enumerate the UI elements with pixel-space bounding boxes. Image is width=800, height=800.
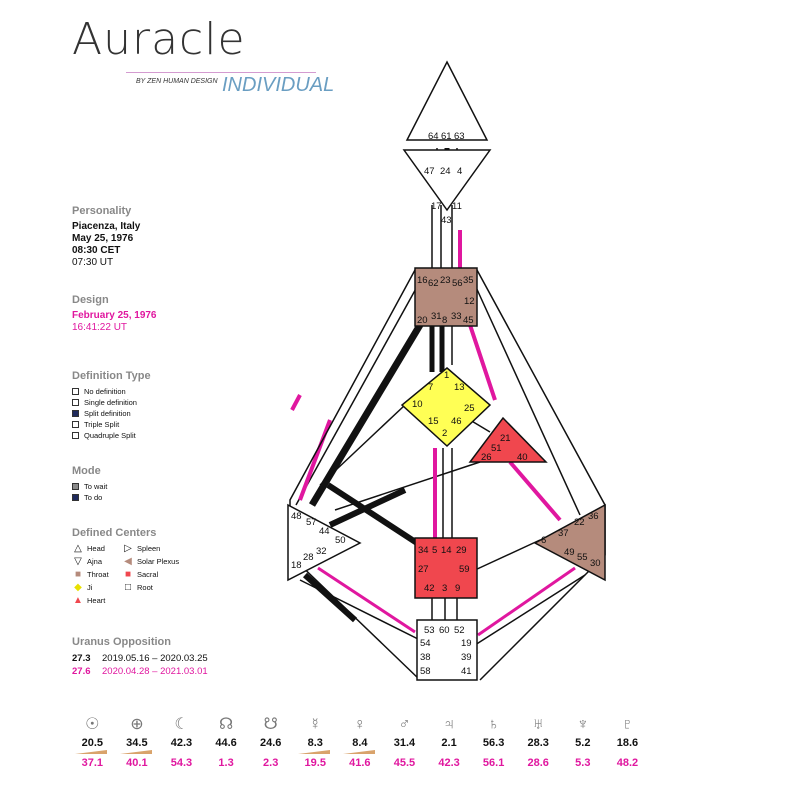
gate-label: 25	[464, 403, 475, 414]
personality-value: 5.2	[575, 737, 591, 749]
design-time-ut: 16:41:22 UT	[72, 322, 128, 333]
center-legend-ji: ◆ Ji	[72, 582, 122, 594]
personality-value: 31.4	[393, 737, 416, 749]
center-legend-heart: ▲ Heart	[73, 595, 106, 606]
gate-label: 52	[454, 625, 465, 636]
gate-label: 48	[291, 511, 302, 522]
design-date: February 25, 1976	[72, 310, 157, 321]
gate-label: 32	[316, 546, 327, 557]
mercury-icon: ☿	[309, 716, 322, 733]
uranus-heading: Uranus Opposition	[72, 636, 171, 648]
birth-place: Piacenza, Italy	[72, 221, 141, 232]
gate-label: 63	[454, 131, 465, 142]
gate-label: 36	[588, 511, 599, 522]
gate-label: 20	[417, 315, 428, 326]
design-value: 45.5	[393, 757, 416, 769]
definition-type-heading: Definition Type	[72, 370, 151, 382]
mode-item: To wait	[72, 481, 107, 492]
gate-label: 29	[456, 545, 467, 556]
design-value: 37.1	[70, 753, 115, 773]
gate-label: 51	[491, 443, 502, 454]
gate-label: 50	[335, 535, 346, 546]
gate-label: 59	[459, 564, 470, 575]
gate-label: 2	[442, 428, 448, 439]
gate-label: 5	[432, 545, 438, 556]
gate-label: 31	[431, 311, 442, 322]
earth-icon: ⊕	[130, 716, 144, 733]
gate-label: 64	[428, 131, 439, 142]
marker-triangle-icon	[298, 750, 330, 754]
mode-heading: Mode	[72, 465, 101, 477]
gate-label: 10	[412, 399, 423, 410]
venus-icon: ♀	[353, 716, 366, 733]
gate-label: 28	[303, 552, 314, 563]
jupiter-icon: ♃	[443, 716, 456, 733]
gate-label: 37	[558, 528, 569, 539]
personality-value: 42.3	[170, 737, 193, 749]
gate-label: 16	[417, 275, 428, 286]
personality-value: 18.6	[616, 737, 639, 749]
gate-label: 9	[455, 583, 461, 594]
center-legend-ajna: ▽ Ajna	[72, 556, 122, 568]
gate-label: 55	[577, 552, 588, 563]
personality-value: 44.6	[215, 737, 237, 749]
gate-label: 58	[420, 666, 431, 677]
design-value: 41.6	[338, 753, 383, 773]
gate-label: 15	[428, 416, 439, 427]
gate-label: 18	[291, 560, 302, 571]
gate-label: 38	[420, 652, 431, 663]
triangle-up-outline-icon: △	[74, 543, 82, 554]
gate-label: 13	[454, 382, 465, 393]
gate-label: 21	[500, 433, 511, 444]
square-outline-icon: □	[124, 582, 132, 593]
gate-label: 45	[463, 315, 474, 326]
gate-label: 27	[418, 564, 429, 575]
personality-value: 20.5	[81, 737, 103, 749]
birth-time-local: 08:30 CET	[72, 245, 121, 256]
personality-value: 28.3	[527, 737, 549, 749]
personality-value: 8.3	[307, 737, 323, 749]
gate-label: 4	[457, 166, 463, 177]
gate-label: 6	[541, 535, 547, 546]
definition-item: Quadruple Split	[72, 430, 151, 441]
gate-label: 24	[440, 166, 451, 177]
logo-byline: BY ZEN HUMAN DESIGN	[136, 78, 218, 85]
uranus-row: 27.6 2020.04.28 – 2021.03.01	[72, 666, 208, 677]
gate-label: 17	[431, 201, 442, 212]
center-legend-root: □ Root	[122, 582, 192, 594]
marker-triangle-icon	[120, 750, 152, 754]
gate-label: 62	[428, 278, 439, 289]
personality-value: 2.1	[441, 737, 457, 749]
uranus-icon: ♅	[532, 716, 545, 733]
mode-item: To do	[72, 492, 107, 503]
gate-label: 34	[418, 545, 429, 556]
center-legend-spleen: ▷ Spleen	[122, 543, 192, 555]
gate-label: 43	[441, 215, 452, 226]
mars-icon: ♂	[398, 716, 411, 733]
personality-heading: Personality	[72, 205, 132, 217]
sun-icon: ☉	[85, 716, 100, 733]
gate-label: 23	[440, 275, 451, 286]
center-legend-throat: ■ Throat	[72, 569, 122, 581]
gate-label: 53	[424, 625, 435, 636]
marker-triangle-icon	[75, 750, 107, 754]
ajna-center	[404, 150, 490, 210]
center-legend-head: △ Head	[72, 543, 122, 555]
design-value: 1.3	[218, 757, 234, 769]
uranus-row: 27.3 2019.05.16 – 2020.03.25	[72, 653, 208, 664]
personality-value: 8.4	[352, 737, 368, 749]
design-value: 56.1	[482, 757, 505, 769]
gate-label: 60	[439, 625, 450, 636]
definition-item: Single definition	[72, 397, 151, 408]
gate-label: 57	[306, 517, 317, 528]
gate-label: 61	[441, 131, 452, 142]
head-center	[407, 62, 487, 140]
gate-label: 3	[442, 583, 448, 594]
definition-item: Triple Split	[72, 419, 151, 430]
defined-centers-heading: Defined Centers	[72, 527, 157, 539]
moon-icon: ☾	[174, 716, 189, 733]
center-legend-solar-plexus: ◀ Solar Plexus	[122, 556, 192, 568]
square-red-icon: ■	[124, 569, 132, 580]
gate-label: 14	[441, 545, 452, 556]
gate-label: 49	[564, 547, 575, 558]
gate-label: 22	[574, 517, 585, 528]
design-heading: Design	[72, 294, 109, 306]
gate-label: 7	[428, 382, 434, 393]
square-brown-icon: ■	[74, 569, 82, 580]
personality-value: 56.3	[482, 737, 505, 749]
definition-item: Split definition	[72, 408, 151, 419]
design-values-row	[70, 753, 650, 773]
gate-label: 12	[464, 296, 475, 307]
gate-label: 19	[461, 638, 472, 649]
gate-label: 35	[463, 275, 474, 286]
triangle-left-brown-icon: ◀	[124, 556, 132, 567]
marker-triangle-icon	[343, 750, 375, 754]
gate-label: 46	[451, 416, 462, 427]
diamond-yellow-icon: ◆	[74, 582, 82, 593]
design-value: 48.2	[616, 757, 639, 769]
planet-symbols-row	[70, 713, 650, 737]
design-value: 19.5	[293, 753, 338, 773]
design-value: 28.6	[527, 757, 549, 769]
birth-date: May 25, 1976	[72, 233, 134, 244]
gate-label: 30	[590, 558, 601, 569]
logo-wordmark: Auracle	[72, 14, 246, 65]
definition-item: No definition	[72, 386, 151, 397]
gate-label: 41	[461, 666, 472, 677]
triangle-up-red-icon: ▲	[73, 595, 83, 606]
gate-label: 26	[481, 452, 492, 463]
personality-value: 34.5	[126, 737, 148, 749]
gate-label: 8	[442, 315, 448, 326]
triangle-right-outline-icon: ▷	[124, 543, 132, 554]
logo-subtitle: INDIVIDUAL	[222, 74, 335, 96]
birth-time-ut: 07:30 UT	[72, 257, 114, 268]
gate-label: 11	[452, 201, 462, 212]
design-value: 40.1	[115, 753, 160, 773]
personality-value: 24.6	[259, 737, 282, 749]
gate-label: 47	[424, 166, 435, 177]
center-legend-sacral: ■ Sacral	[122, 569, 192, 581]
saturn-icon: ♄	[487, 716, 500, 733]
gate-label: 1	[444, 370, 450, 381]
north-node-icon: ☊	[218, 716, 234, 733]
gate-label: 42	[424, 583, 435, 594]
planet-activations	[70, 713, 650, 773]
gate-label: 33	[451, 311, 462, 322]
gate-label: 54	[420, 638, 431, 649]
design-value: 54.3	[170, 757, 193, 769]
gate-label: 39	[461, 652, 472, 663]
triangle-down-outline-icon: ▽	[74, 556, 82, 567]
gate-label: 44	[319, 526, 330, 537]
design-value: 42.3	[438, 757, 460, 769]
south-node-icon: ☋	[263, 716, 278, 733]
gate-label: 40	[517, 452, 528, 463]
design-value: 5.3	[575, 757, 591, 769]
pluto-icon: ♇	[621, 716, 634, 733]
gate-label: 56	[452, 278, 463, 289]
design-value: 2.3	[263, 757, 279, 769]
neptune-icon: ♆	[576, 716, 589, 733]
